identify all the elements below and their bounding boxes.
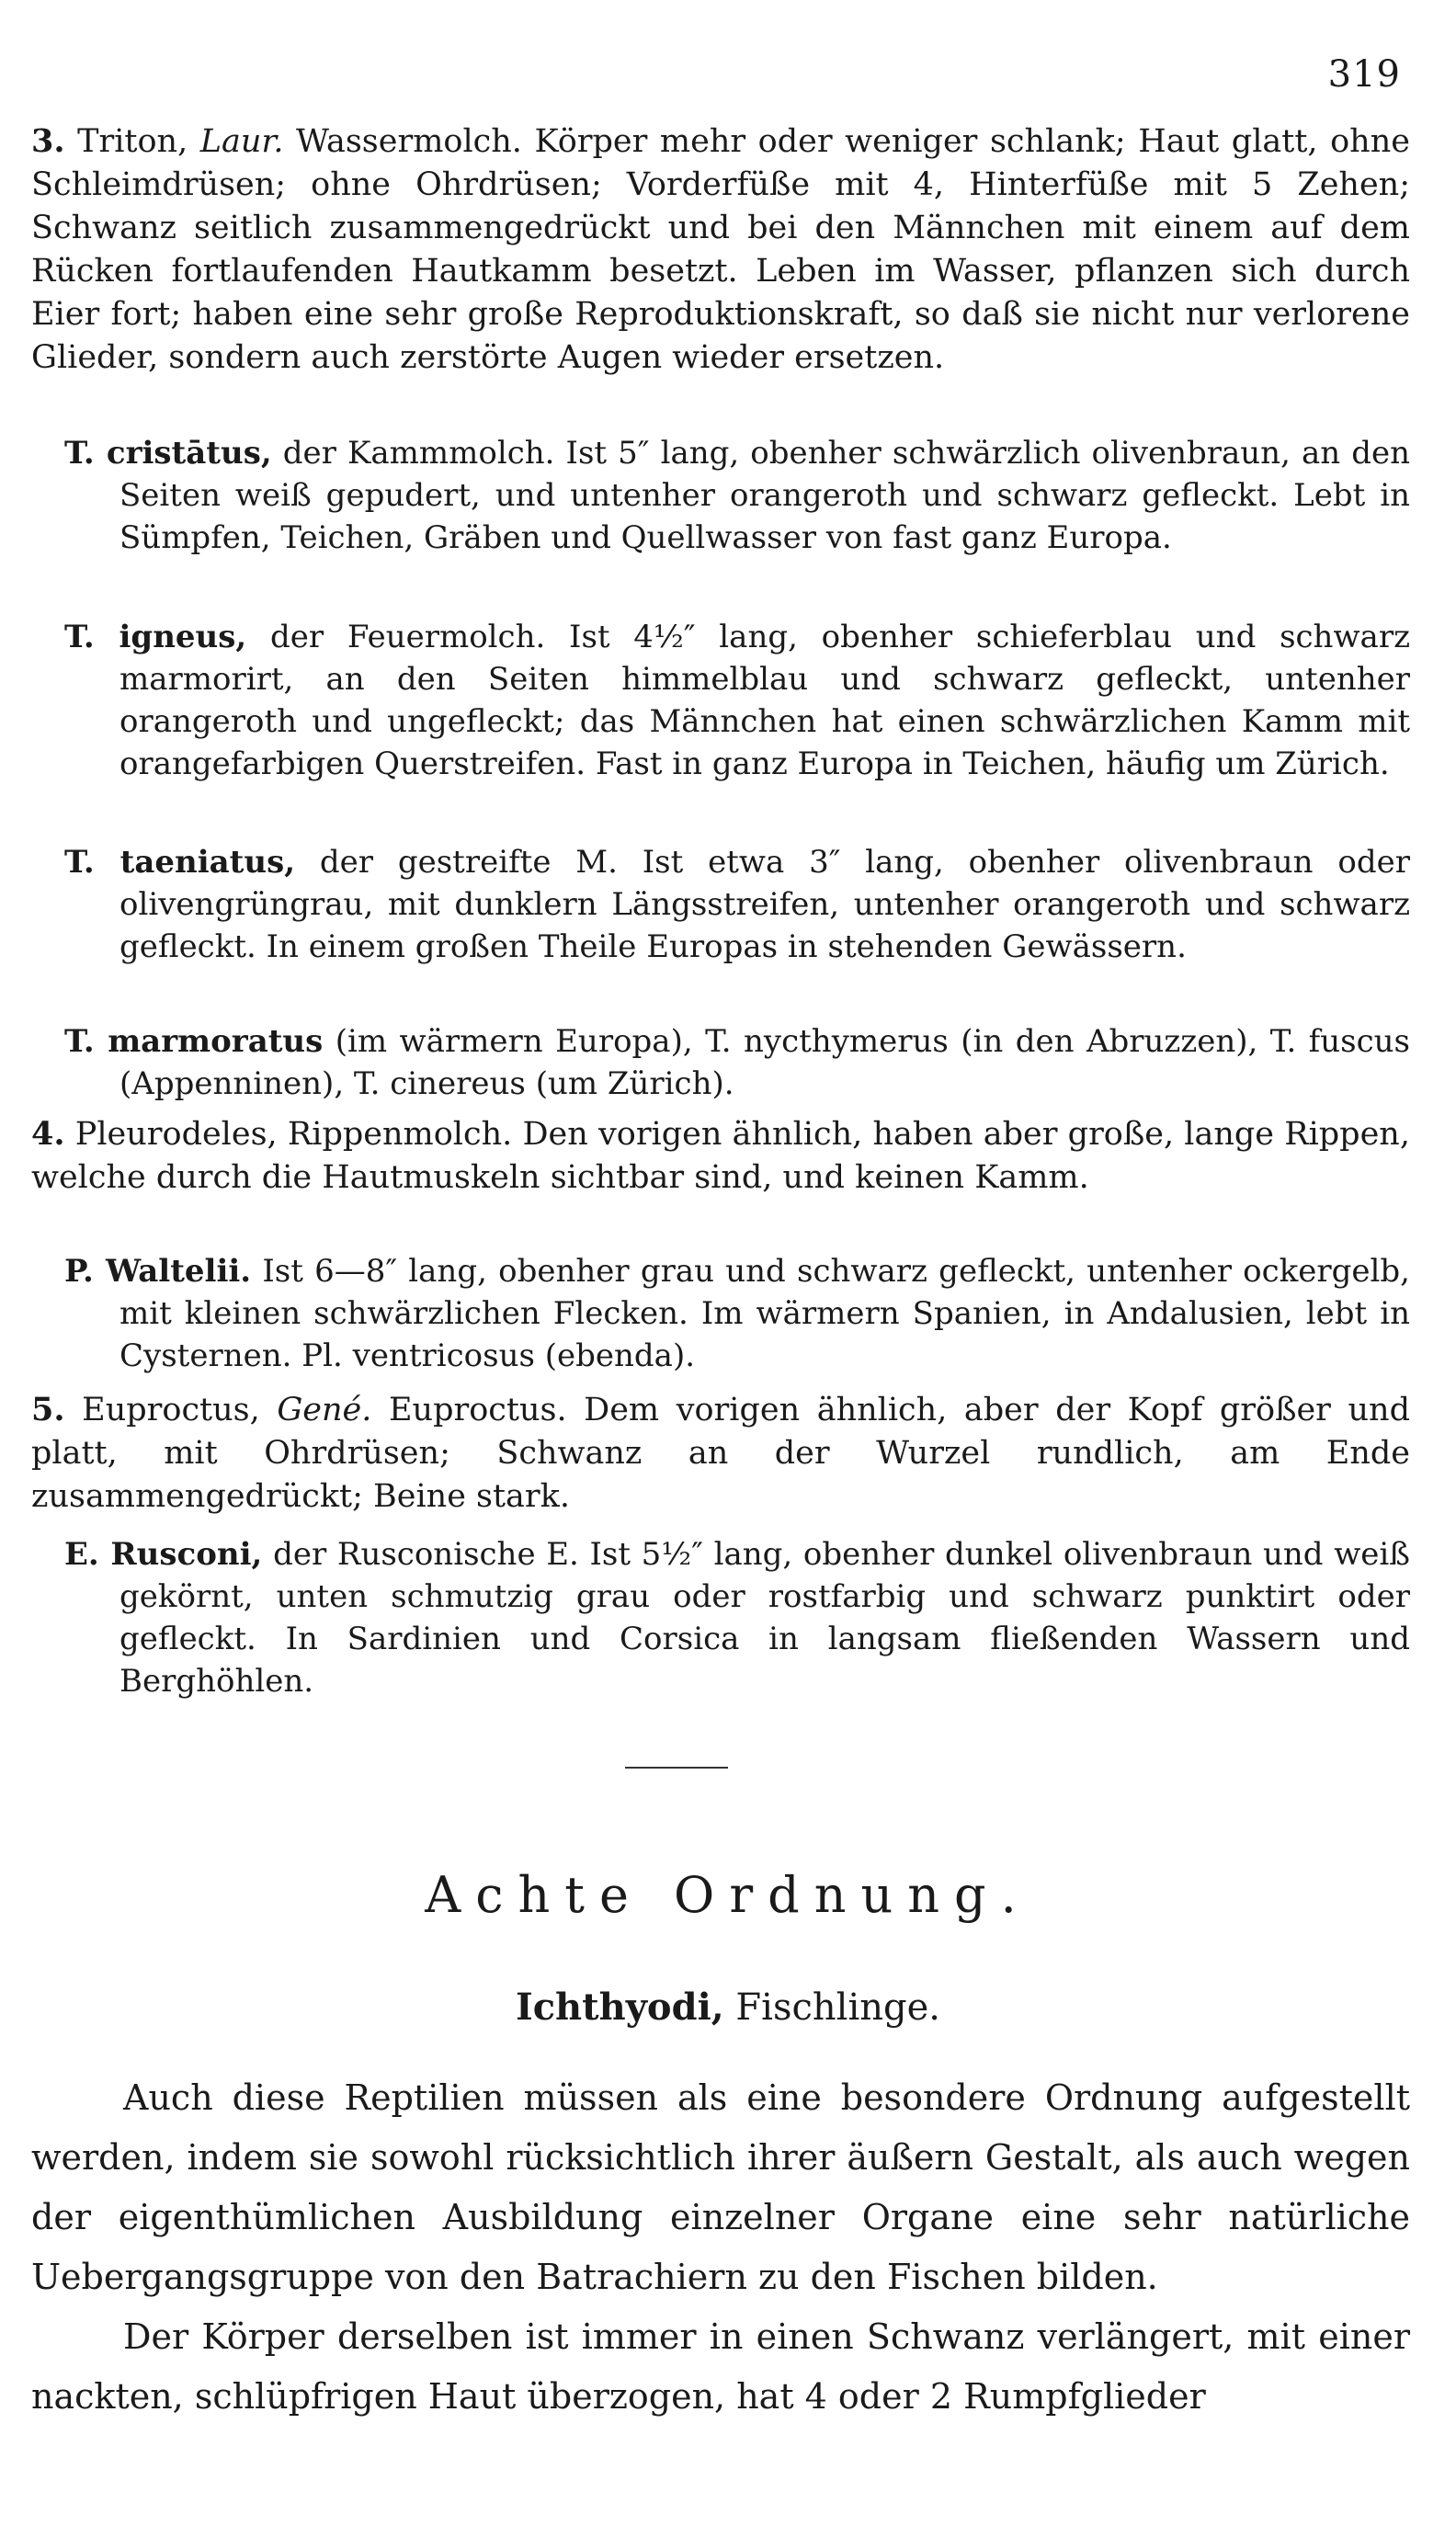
- species-name: E. Rusconi,: [64, 1536, 263, 1573]
- entry-number: 4.: [31, 1115, 65, 1153]
- entry-text: (im wärmern Europa), T. nycthymerus (in den Abruzzen), T. fuscus (Appenninen), T. cinereus (um Zürich).: [119, 1023, 1410, 1102]
- order-heading: Achte Ordnung.: [425, 1866, 1031, 1924]
- suborder-german: Fischlinge.: [735, 1986, 940, 2029]
- genus-name: Triton,: [77, 123, 188, 160]
- entry-paragraph: [31, 1388, 1410, 1519]
- suborder-name: Ichthyodi,: [515, 1986, 724, 2029]
- entry-paragraph: [31, 616, 1410, 785]
- entry-text: Wassermolch. Körper mehr oder weniger schlank; Haut glatt, ohne Schleimdrüsen; ohne Ohrdrüsen; Vorderfüße mit 4, Hinterfüße mit 5 Zehen; Schwanz seitlich zusammengedrückt und bei den Männchen mit einem auf dem Rücken fortlaufenden Hautkamm besetzt. Leben im Wasser, pflanzen sich durch Eier fort; haben eine sehr große Reproduktionskraft, so daß sie nicht nur verlorene Glieder, sondern auch zerstörte Augen wieder ersetzen.: [31, 123, 1410, 376]
- body-paragraph: Auch diese Reptilien müssen als eine besondere Ordnung aufgestellt werden, indem sie sowohl rücksichtlich ihrer äußern Gestalt, als auch wegen der eigenthümlichen Ausbildung einzelner Organe eine sehr natürliche Uebergangsgruppe von den Batrachiern zu den Fischen bilden.: [31, 2077, 1410, 2297]
- entry-text: Ist 6—8″ lang, obenher grau und schwarz gefleckt, untenher ockergelb, mit kleinen schwärzlichen Flecken. Im wärmern Spanien, in Andalusien, lebt in Cysternen. Pl. ventricosus (ebenda).: [119, 1253, 1410, 1374]
- entry-paragraph: [31, 432, 1410, 559]
- species-name: T. igneus,: [64, 619, 247, 655]
- entry-text: Rippenmolch. Den vorigen ähnlich, haben aber große, lange Rippen, welche durch die Hautmuskeln sichtbar sind, und keinen Kamm.: [31, 1116, 1410, 1196]
- genus-author: Gené.: [277, 1392, 372, 1428]
- suborder-heading: [0, 1986, 1456, 2029]
- species-entry-cristatus: [31, 432, 1410, 559]
- genus-name: Pleurodeles,: [74, 1116, 278, 1153]
- genus-entry-triton: [31, 119, 1410, 380]
- body-paragraph: Der Körper derselben ist immer in einen Schwanz verlängert, mit einer nackten, schlüpfrigen Haut überzogen, hat 4 oder 2 Rumpfglieder: [31, 2316, 1410, 2417]
- species-entry-rusconi: [31, 1533, 1410, 1702]
- genus-author: Laur.: [199, 123, 284, 160]
- entry-paragraph: [31, 841, 1410, 968]
- genus-entry-euproctus: [31, 1388, 1410, 1519]
- entry-paragraph: [31, 1250, 1410, 1377]
- entry-number: 5.: [31, 1391, 65, 1428]
- genus-entry-pleurodeles: [31, 1112, 1410, 1200]
- species-name: T. marmoratus: [64, 1023, 324, 1060]
- entry-text: Euproctus. Dem vorigen ähnlich, aber der Kopf größer und platt, mit Ohrdrüsen; Schwanz an der Wurzel rundlich, am Ende zusammengedrückt; Beine stark.: [31, 1392, 1410, 1515]
- entry-text: der gestreifte M. Ist etwa 3″ lang, obenher olivenbraun oder olivengrüngrau, mit dunklern Längsstreifen, untenher orangeroth und schwarz gefleckt. In einem großen Theile Europas in stehenden Gewässern.: [119, 844, 1410, 965]
- species-name: P. Waltelii.: [64, 1253, 252, 1290]
- intro-text: [31, 2068, 1410, 2427]
- species-entry-igneus: [31, 616, 1410, 785]
- species-name: T. taeniatus,: [64, 844, 296, 881]
- page-number: 319: [1327, 53, 1401, 96]
- entry-paragraph: [31, 1112, 1410, 1200]
- species-entry-waltelii: [31, 1250, 1410, 1377]
- entry-paragraph: [31, 119, 1410, 380]
- species-name: T. cristātus,: [64, 435, 272, 472]
- species-entry-taeniatus: [31, 841, 1410, 968]
- species-entry-marmoratus: [31, 1020, 1410, 1105]
- entry-text: der Feuermolch. Ist 4½″ lang, obenher schieferblau und schwarz marmorirt, an den Seiten himmelblau und schwarz gefleckt, untenher orangeroth und ungefleckt; das Männchen hat einen schwärzlichen Kamm mit orangefarbigen Querstreifen. Fast in ganz Europa in Teichen, häufig um Zürich.: [119, 619, 1410, 782]
- genus-name: Euproctus,: [82, 1392, 260, 1428]
- entry-paragraph: [31, 1533, 1410, 1702]
- entry-text: der Kammmolch. Ist 5″ lang, obenher schwärzlich olivenbraun, an den Seiten weiß gepudert, und untenher orangeroth und schwarz gefleckt. Lebt in Sümpfen, Teichen, Gräben und Quellwasser von fast ganz Europa.: [119, 435, 1410, 556]
- entry-paragraph: [31, 1020, 1410, 1105]
- entry-number: 3.: [31, 122, 65, 160]
- entry-text: der Rusconische E. Ist 5½″ lang, obenher dunkel olivenbraun und weiß gekörnt, unten schmutzig grau oder rostfarbig und schwarz punktirt oder gefleckt. In Sardinien und Corsica in langsam fließenden Wassern und Berghöhlen.: [119, 1536, 1411, 1700]
- section-divider: [625, 1767, 728, 1769]
